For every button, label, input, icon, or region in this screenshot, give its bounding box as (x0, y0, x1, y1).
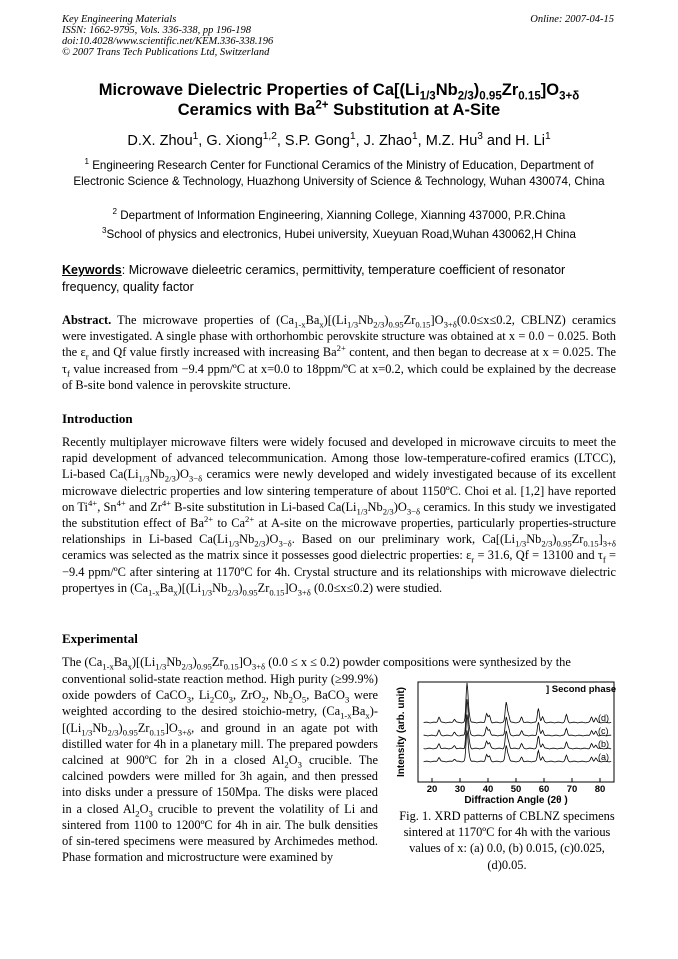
plot-frame (418, 682, 617, 782)
x-axis-label: Diffraction Angle (2θ ) (464, 795, 568, 806)
x-tick-label: 80 (594, 784, 606, 795)
affiliation-1: $^1$ Engineering Research Center for Functional Ceramics of the Ministry of Education, Department of Electronic Science & Technology, Huazhong University of Science & Technology, Wuhan 430074, China (73, 157, 605, 188)
affiliation-3: $^3$School of physics and electronics, Hubei university, Xueyuan Road,Wuhan 430062,H China (102, 226, 576, 241)
x-tick-label: 40 (482, 784, 494, 795)
legend-second-phase: ] Second phase (546, 684, 617, 695)
online-date: Online: 2007-04-15 (530, 14, 614, 25)
x-tick-label: 30 (454, 784, 466, 795)
x-ticks (427, 778, 606, 795)
keywords: Keywords: Microwave dieleetric ceramics, permittivity, temperature coefficient of resonator frequency, quality factor (62, 263, 566, 294)
x-tick-label: 70 (566, 784, 578, 795)
copyright-line: © 2007 Trans Tech Publications Ltd, Switzerland (62, 47, 270, 58)
experimental-heading: Experimental (62, 631, 138, 646)
issn-line: ISSN: 1662-9795, Vols. 336-338, pp 196-198 (62, 25, 251, 36)
x-tick-label: 60 (538, 784, 550, 795)
x-tick-label: 50 (510, 784, 522, 795)
x-tick-label: 20 (426, 784, 438, 795)
paper-title: Microwave Dielectric Properties of $Ca[(Li_{1/3}Nb_{2/3})_{0.95}Zr_{0.15}]O_{3+\delta}$ Ceramics with $Ba^{2+}$ Substitution at A-Site (98, 81, 580, 119)
figure-caption: Fig. 1. XRD patterns of CBLNZ specimens sintered at 1170ºC for 4h with the various values of x: (a) 0.0, (b) 0.015, (c)0.025, (d)0.05. (399, 809, 615, 872)
xrd-trace (424, 715, 612, 750)
y-axis-label: Intensity (arb. unit) (396, 687, 407, 777)
series-label: (a) (598, 752, 609, 762)
experimental-first-line: The $(Ca_{1-x}Ba_x)[(Li_{1/3}Nb_{2/3})_{0.95}Zr_{0.15}]O_{3+\delta}$ (0.0 ≤ x ≤ 0.2) powder compositions were synthesized by the (62, 655, 571, 672)
xrd-trace (424, 699, 612, 736)
abstract: Abstract. The microwave properties of $(Ca_{1-x}Ba_x)[(Li_{1/3}Nb_{2/3})_{0.95}Zr_{0.15}]O_{3+\delta}(0.0\le x\le 0.2$, CBLNZ) ceramics were investigated. A single phase with orthorhombic perovskite structure was obtained at x = 0.0 − 0.025. Both the $\varepsilon_r$ and Qf value firstly increased with increasing $Ba^{2+}$ content, and then began to decrease at x = 0.025. The $\tau_f$ value increased from −9.4 ppm/ºC at x=0.0 to 18ppm/ºC at x=0.2, which could be explained by the decrease of B-site bond valence in perovskite structure. (62, 313, 617, 392)
series-label: (c) (598, 726, 609, 736)
experimental-body: conventional solid-state reaction method. High purity (≥99.9%) oxide powders of CaCO$_3$, $Li_2C0_3$, ZrO$_2$, $Nb_2O_5$, BaCO$_3$ were weighted according to the desired stoichio-metry, $(Ca_{1-x}Ba_x)-$ $[(Li_{1/3}Nb_{2/3})_{0.95}Zr_{0.15}]O_{3+\delta}$, and ground in an agate pot with distilled water for 4h in a planetary mill. The prepared powders calcined at 900ºC for 2h in a closed $Al_2O_3$ crucible. The calcined powders were milled for 3h again, and then pressed into disks under a pressure of 150Mpa. The disks were placed in a closed $Al_2O_3$ crucible to prevent the volatility of Li and sintered from 1100 to 1200ºC for 4h in air. The bulk densities of sin-tered specimens were measured by Archimedes method. Phase formation and microstructure were examined by (62, 672, 378, 865)
introduction-heading: Introduction (62, 411, 133, 426)
author-list: D.X. Zhou$^1$, G. Xiong$^{1,2}$, S.P. Gong$^1$, J. Zhao$^1$, M.Z. Hu$^3$ and H. Li$^1$ (127, 131, 551, 149)
xrd-plot (396, 676, 618, 806)
xrd-figure (396, 676, 618, 811)
journal-name: Key Engineering Materials (62, 14, 177, 25)
affiliation-2: $^2$ Department of Information Engineering, Xianning College, Xianning 437000, P.R.China (112, 207, 566, 222)
doi-line: doi:10.4028/www.scientific.net/KEM.336-338.196 (62, 36, 274, 47)
journal-header (62, 14, 273, 58)
series-label: (d) (598, 713, 609, 723)
introduction-body: Recently multiplayer microwave filters were widely focused and developed in microwave circuits to meet the rapid development of advanced telecommunication. Among those low-temperature-cofired eramics (LTCC), Li-based $Ca(Li_{1/3}Nb_{2/3})O_{3-\delta}$ ceramics were newly developed and widely investigated because of its excellent microwave dielectric properties and low sintering temperature of about 1150ºC. Choi et al. [1,2] have reported on $Ti^{4+}$, $Sn^{4+}$ and $Zr^{4+}$ B-site substitution in Li-based $Ca(Li_{1/3}Nb_{2/3})O_{3-\delta}$ ceramics. In this study we investigated the substitution effect of $Ba^{2+}$ to $Ca^{2+}$ at A-site on the microwave properties, particularly properties-structure relationships in Li-based $Ca(Li_{1/3}Nb_{2/3})O_{3-\delta}$. Based on our preliminary work, $Ca[(Li_{1/3}Nb_{2/3})_{0.95}Zr_{0.15}]_{3+\delta}$ ceramics was selected as the matrix since it possesses good dielectric properties: $\varepsilon_r = 31.6$, Qf = 13100 and $\tau_f = -9.4$ ppm/ºC after sintering at 1170ºC for 4h. Crystal structure and its relationships with microwave dielectric propertyes in $(Ca_{1-x}Ba_x)[(Li_{1/3}Nb_{2/3})_{0.95}Zr_{0.15}]O_{3+\delta}$ (0.0≤x≤0.2) were studied. (62, 435, 616, 598)
series-label: (b) (598, 739, 609, 749)
